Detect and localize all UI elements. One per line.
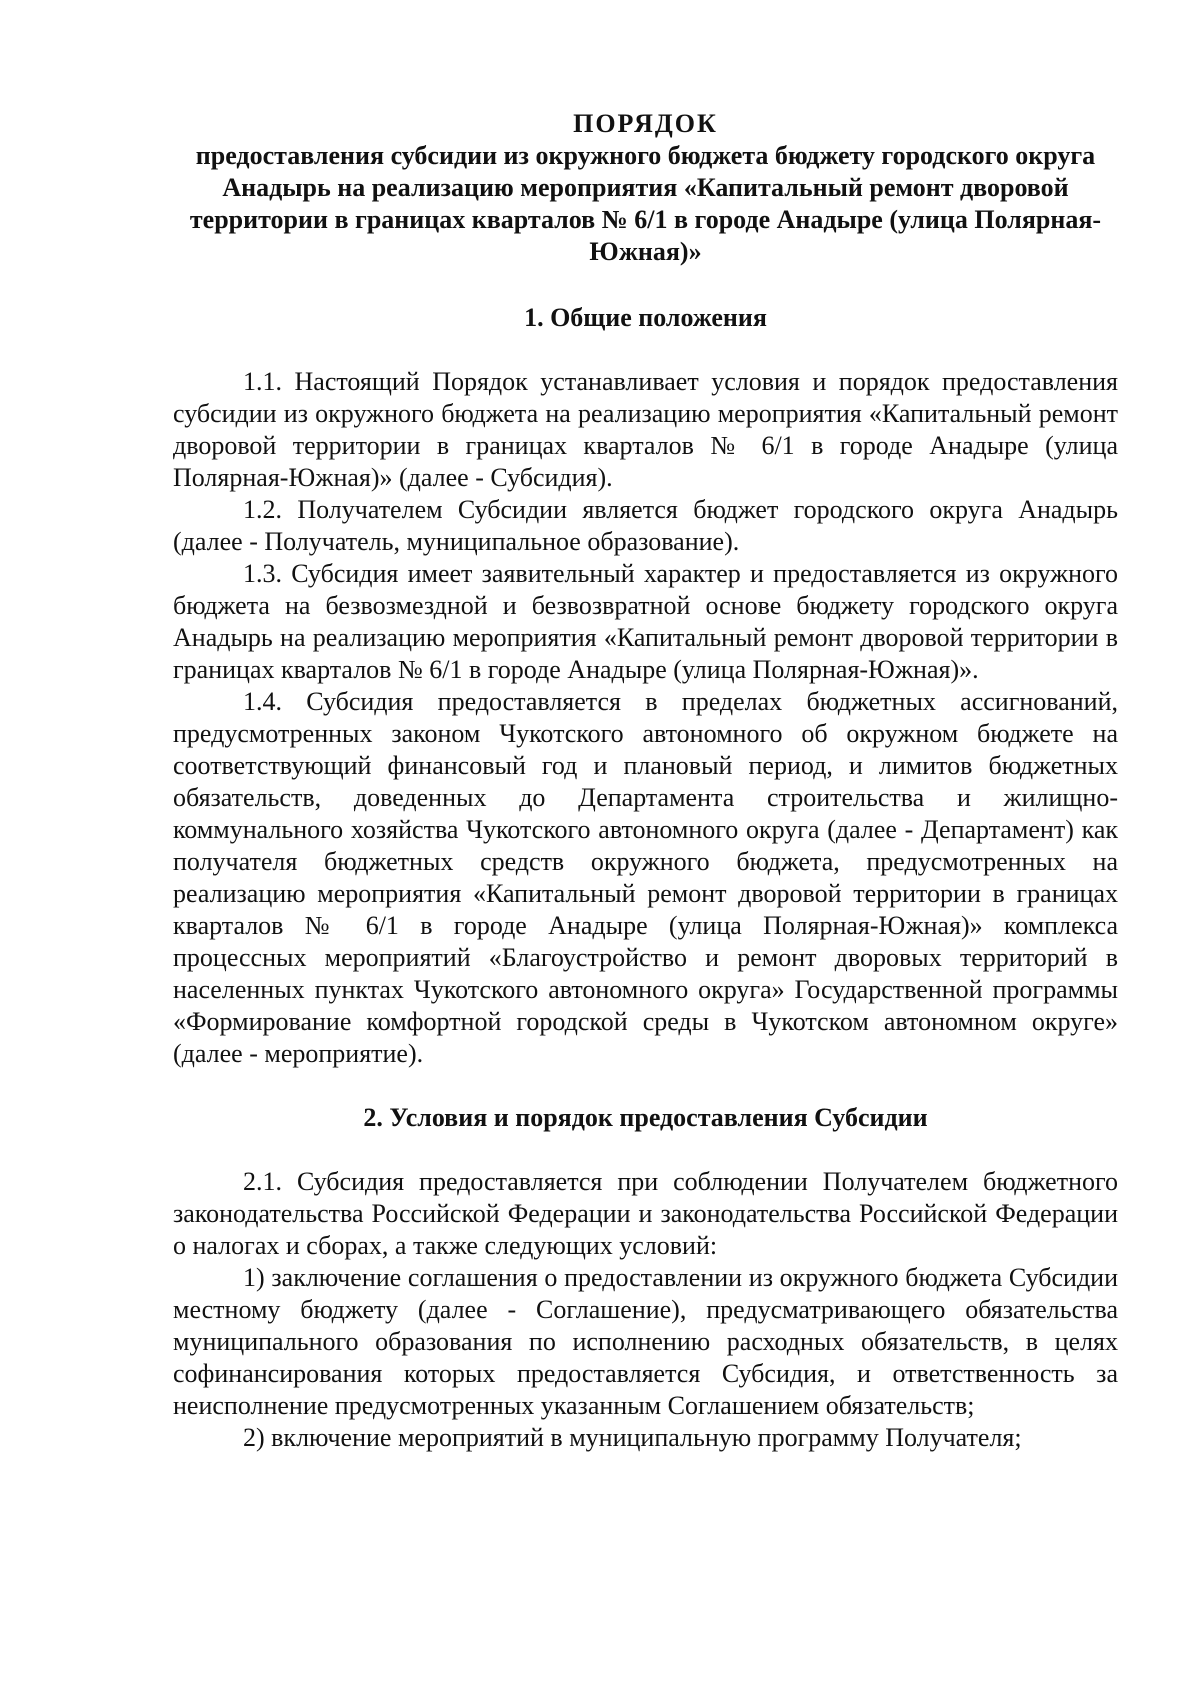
paragraph-2-1-item-2: 2) включение мероприятий в муниципальную программу Получателя; — [243, 1423, 1022, 1452]
paragraph-1-2: 1.2. Получателем Субсидии является бюджет городского округа Анадырь (далее - Получатель, муниципальное образование). — [173, 495, 1118, 556]
paragraph-2-1-item-1: 1) заключение соглашения о предоставлении из окружного бюджета Субсидии местному бюджету (далее - Соглашение), предусматривающего обязательства муниципального образования по исполнению расходных обязательств, в целях софинансирования которых предоставляется Субсидия, и ответственность за неисполнение предусмотренных указанным Соглашением обязательств; — [173, 1263, 1118, 1420]
document-page — [173, 108, 1118, 1454]
paragraph-1-4: 1.4. Субсидия предоставляется в пределах бюджетных ассигнований, предусмотренных законом Чукотского автономного об окружном бюджете на соответствующий финансовый год и плановый период, и лимитов бюджетных обязательств, доведенных до Департамента строительства и жилищно-коммунального хозяйства Чукотского автономного округа (далее - Департамент) как получателя бюджетных средств окружного бюджета, предусмотренных на реализацию мероприятия «Капитальный ремонт дворовой территории в границах кварталов № 6/1 в городе Анадыре (улица Полярная-Южная)» комплекса процессных мероприятий «Благоустройство и ремонт дворовых территорий в населенных пунктах Чукотского автономного округа» Государственной программы «Формирование комфортной городской среды в Чукотском автономном округе» (далее - мероприятие). — [173, 687, 1118, 1068]
document-title: ПОРЯДОК — [573, 109, 718, 138]
section-heading-2: 2. Условия и порядок предоставления Субсидии — [363, 1103, 928, 1132]
paragraph-1-3: 1.3. Субсидия имеет заявительный характер и предоставляется из окружного бюджета на безвозмездной и безвозвратной основе бюджету городского округа Анадырь на реализацию мероприятия «Капитальный ремонт дворовой территории в границах кварталов № 6/1 в городе Анадыре (улица Полярная-Южная)». — [173, 559, 1118, 684]
paragraph-2-1: 2.1. Субсидия предоставляется при соблюдении Получателем бюджетного законодательства Российской Федерации и законодательства Российской Федерации о налогах и сборах, а также следующих условий: — [173, 1167, 1118, 1260]
paragraph-1-1: 1.1. Настоящий Порядок устанавливает условия и порядок предоставления субсидии из окружного бюджета на реализацию мероприятия «Капитальный ремонт дворовой территории в границах кварталов № 6/1 в городе Анадыре (улица Полярная-Южная)» (далее - Субсидия). — [173, 367, 1118, 492]
document-subtitle: предоставления субсидии из окружного бюджета бюджету городского округа Анадырь на реализацию мероприятия «Капитальный ремонт дворовой территории в границах кварталов № 6/1 в городе Анадыре (улица Полярная-Южная)» — [189, 141, 1102, 266]
section-heading-1: 1. Общие положения — [524, 303, 767, 332]
